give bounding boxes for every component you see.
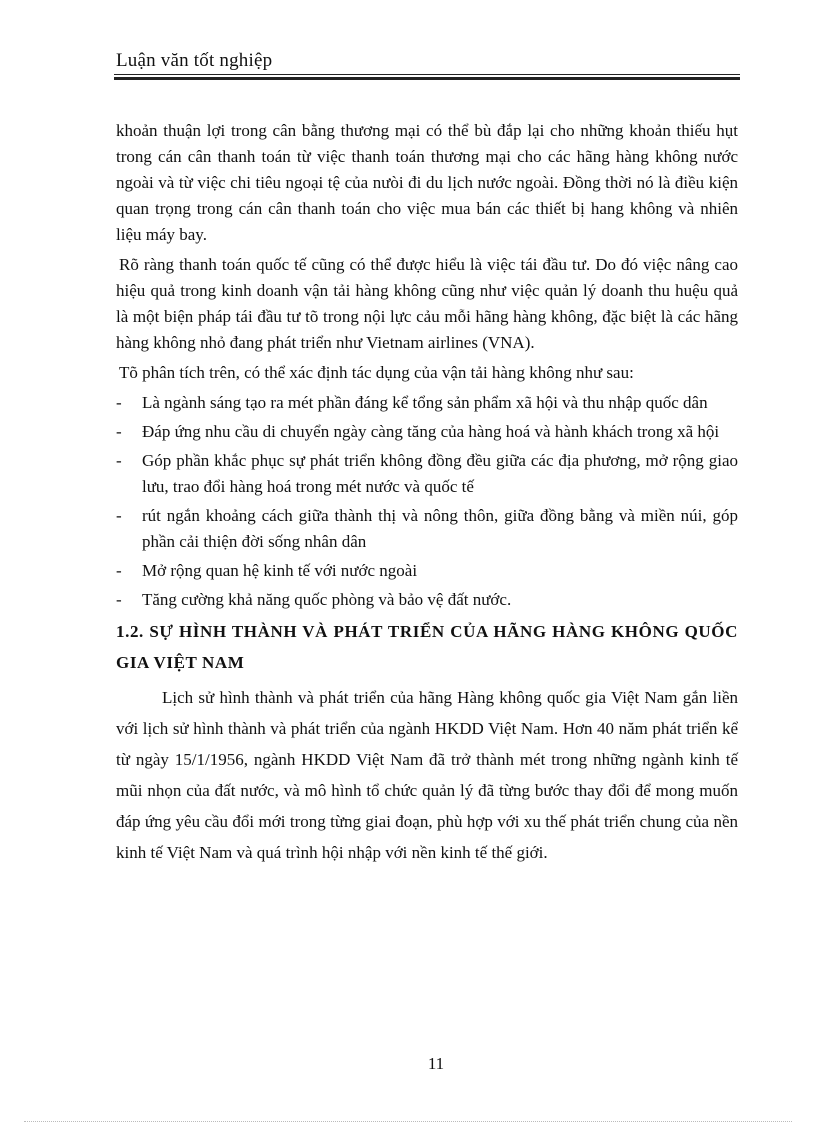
- list-item: [116, 390, 738, 416]
- list-item-text: Mở rộng quan hệ kinh tế với nước ngoài: [142, 561, 418, 580]
- bullet-marker: -: [116, 590, 122, 609]
- page-body: [116, 118, 738, 872]
- paragraph: Tõ phân tích trên, có thể xác định tác dụng của vận tải hàng không như sau:: [119, 363, 634, 382]
- paragraph: khoản thuận lợi trong cân bằng thương mại có thể bù đắp lại cho những khoản thiếu hụt trong cán cân thanh toán từ việc thanh toán thương mại cho các hãng hàng không nước ngoài và từ việc chi tiêu ngoại tệ của nưòi đi du lịch nước ngoài. Đồng thời nó là điều kiện quan trọng trong cán cân thanh toán cho việc mua bán các thiết bị hang không và nhiên liệu máy bay.: [116, 121, 738, 244]
- bullet-marker: -: [116, 451, 122, 470]
- page-number: 11: [427, 1054, 445, 1073]
- paragraph: Rõ ràng thanh toán quốc tế cũng có thể được hiểu là việc tái đầu tư. Do đó việc nâng cao hiệu quả trong kinh doanh vận tải hàng không cũng như việc quản lý doanh thu huệu quả là một biện pháp tái đầu tư tõ trong nội lực cảu mỗi hãng hàng không, đặc biệt là các hãng hàng không nhỏ đang phát triển như Vietnam airlines (VNA).: [116, 255, 738, 352]
- header-title: Luận văn tốt nghiệp: [116, 50, 273, 71]
- list-item-text: Đáp ứng nhu cầu di chuyển ngày càng tăng của hàng hoá và hành khách trong xã hội: [142, 422, 720, 441]
- paragraph: Lịch sử hình thành và phát triển của hãng Hàng không quốc gia Việt Nam gắn liền với lịch sử hình thành và phát triển của ngành HKDD Việt Nam. Hơn 40 năm phát triển kể từ ngày 15/1/1956, ngành HKDD Việt Nam đã trở thành mét trong những ngành kinh tế mũi nhọn của đất nước, và mô hình tổ chức quản lý đã từng bước thay đổi để mong muốn đáp ứng yêu cầu đổi mới trong từng giai đoạn, phù hợp với xu thế phát triển chung của nền kinh tế Việt Nam và quá trình hội nhập với nền kinh tế thế giới.: [116, 688, 738, 862]
- list-item-text: Góp phần khắc phục sự phát triển không đồng đều giữa các địa phương, mở rộng giao lưu, trao đổi hàng hoá trong mét nước và quốc tế: [142, 451, 738, 496]
- bullet-marker: -: [116, 561, 122, 580]
- bullet-list: [116, 390, 738, 613]
- list-item: [116, 587, 738, 613]
- bullet-marker: -: [116, 422, 122, 441]
- bullet-marker: -: [116, 393, 122, 412]
- list-item: [116, 448, 738, 500]
- list-item-text: rút ngắn khoảng cách giữa thành thị và nông thôn, giữa đồng bằng và miền núi, góp phần cải thiện đời sống nhân dân: [142, 506, 738, 551]
- header-rule-thick: [114, 77, 740, 80]
- header-rule-thin: [114, 74, 740, 75]
- list-item: [116, 503, 738, 555]
- page-bottom-divider: [24, 1121, 792, 1122]
- section-heading: 1.2. SỰ HÌNH THÀNH VÀ PHÁT TRIỂN CỦA HÃNG HÀNG KHÔNG QUỐC GIA VIỆT NAM: [116, 622, 738, 672]
- list-item: [116, 558, 738, 584]
- bullet-marker: -: [116, 506, 122, 525]
- list-item-text: Tăng cường khả năng quốc phòng và bảo vệ đất nước.: [142, 590, 512, 609]
- list-item-text: Là ngành sáng tạo ra mét phần đáng kể tổng sản phẩm xã hội và thu nhập quốc dân: [142, 393, 708, 412]
- list-item: [116, 419, 738, 445]
